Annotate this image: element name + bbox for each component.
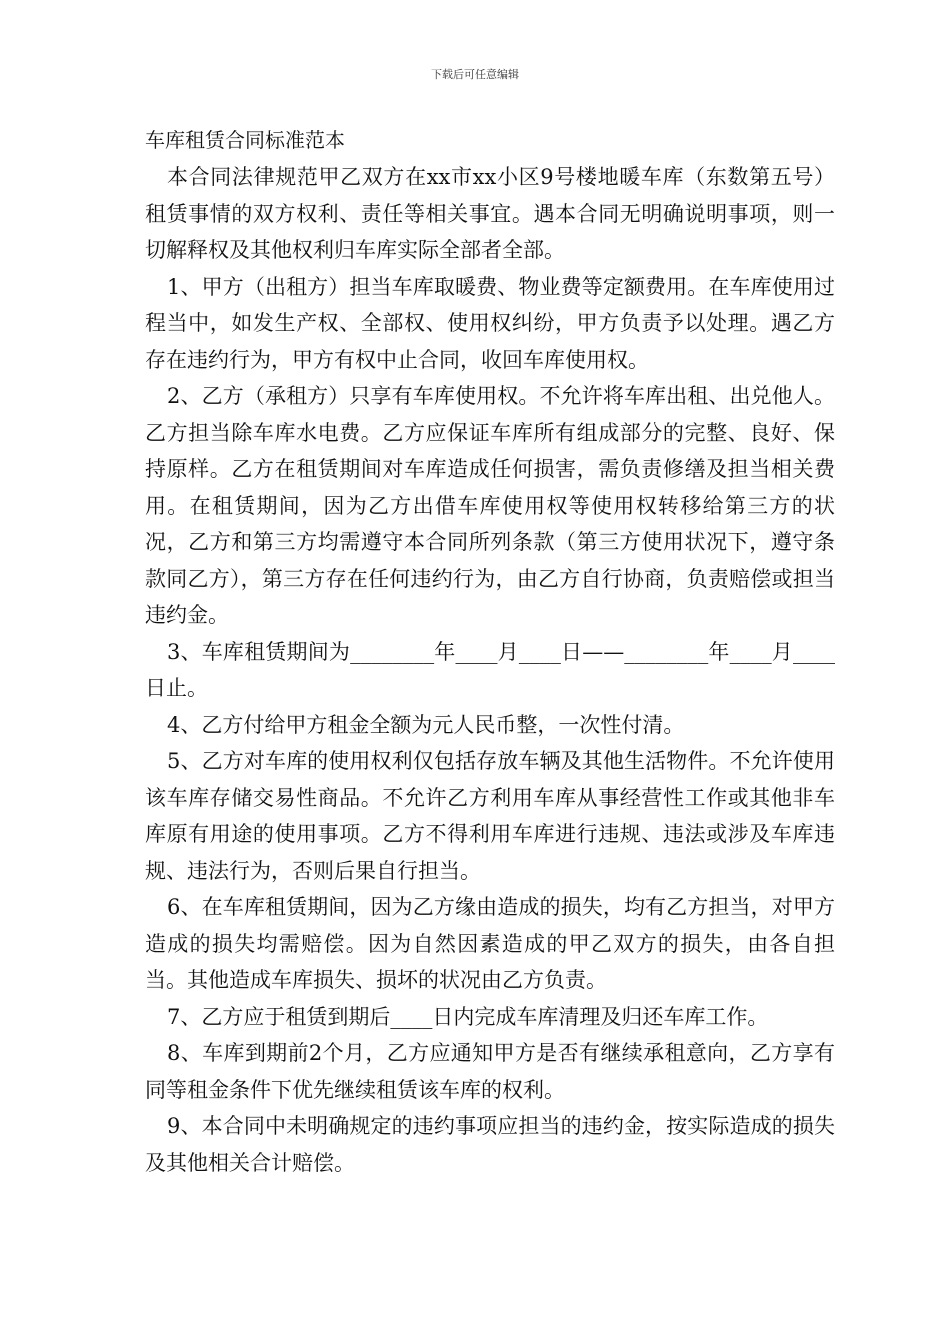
document-body: [145, 121, 835, 1181]
paragraph-clause-9: 9、本合同中未明确规定的违约事项应担当的违约金，按实际造成的损失及其他相关合计赔偿。: [145, 1114, 835, 1175]
page-header: 下载后可任意编辑: [431, 68, 519, 81]
paragraph-clause-3: 3、车库租赁期间为________年____月____日——________年____月____日止。: [145, 639, 835, 700]
paragraph-clause-6: 6、在车库租赁期间，因为乙方缘由造成的损失，均有乙方担当，对甲方造成的损失均需赔偿。因为自然因素造成的甲乙双方的损失，由各自担当。其他造成车库损失、损坏的状况由乙方负责。: [145, 895, 835, 992]
paragraph-clause-7: 7、乙方应于租赁到期后____日内完成车库清理及归还车库工作。: [167, 1004, 769, 1029]
paragraph-clause-1: 1、甲方（出租方）担当车库取暖费、物业费等定额费用。在车库使用过程当中，如发生产权、全部权、使用权纠纷，甲方负责予以处理。遇乙方存在违约行为，甲方有权中止合同，收回车库使用权。: [145, 274, 835, 372]
paragraph-clause-2: 2、乙方（承租方）只享有车库使用权。不允许将车库出租、出兑他人。乙方担当除车库水电费。乙方应保证车库所有组成部分的完整、良好、保持原样。乙方在租赁期间对车库造成任何损害，需负责修缮及担当相关费用。在租赁期间，因为乙方出借车库使用权等使用权转移给第三方的状况，乙方和第三方均需遵守本合同所列条款（第三方使用状况下，遵守条款同乙方），第三方存在任何违约行为，由乙方自行协商，负责赔偿或担当违约金。: [145, 384, 835, 627]
document-title: 车库租赁合同标准范本: [145, 128, 345, 152]
paragraph-clause-4: 4、乙方付给甲方租金全额为元人民币整，一次性付清。: [167, 712, 685, 737]
paragraph-clause-5: 5、乙方对车库的使用权利仅包括存放车辆及其他生活物件。不允许使用该车库存储交易性商品。不允许乙方利用车库从事经营性工作或其他非车库原有用途的使用事项。乙方不得利用车库进行违规、违法或涉及车库违规、违法行为，否则后果自行担当。: [145, 749, 835, 883]
paragraph-intro: 本合同法律规范甲乙双方在xx市xx小区9号楼地暖车库（东数第五号）租赁事情的双方权利、责任等相关事宜。遇本合同无明确说明事项，则一切解释权及其他权利归车库实际全部者全部。: [145, 165, 835, 262]
paragraph-clause-8: 8、车库到期前2个月，乙方应通知甲方是否有继续承租意向，乙方享有同等租金条件下优先继续租赁该车库的权利。: [145, 1041, 835, 1102]
